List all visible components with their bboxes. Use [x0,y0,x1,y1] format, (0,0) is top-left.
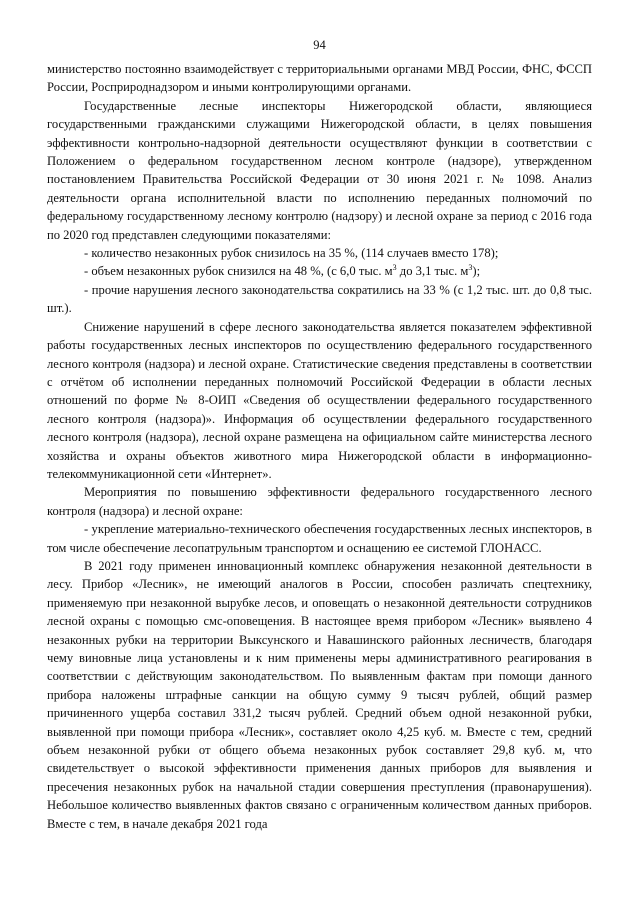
paragraph-continuation: министерство постоянно взаимодействует с территориальными органами МВД России, ФНС, ФССП России, Росприроднадзором и иными контролирующими органами. [47,62,592,95]
paragraph-measures: Мероприятия по повышению эффективности федерального государственного лесного контроля (надзора) и лесной охране: [47,485,592,518]
superscript-cubic: 3 [468,263,473,273]
bullet-volume-text-c: ); [472,264,481,279]
paragraph-lesnik-device: В 2021 году применен инновационный комплекс обнаружения незаконной деятельности в лесу. Прибор «Лесник», не имеющий аналогов в России, способен различать спецтехнику, применяемую при незаконной вырубке лесов, и оповещать о незаконной деятельности сотрудников лесной охраны с помощью смс-оповещения. В настоящее время прибором «Лесник» выявлено 4 незаконных рубки на территории Выксунского и Навашинского районных лесничеств, благодаря чему виновные лица установлены и к ним применены меры административного реагирования в соответствии с действующим законодательством. По выявленным фактам при помощи данного прибора наложены штрафные санкции на общую сумму 9 тысяч рублей, общий размер причиненного ущерба составил 331,2 тысяч рублей. Средний объем одной незаконной рубки, выявленной при помощи прибора «Лесник», составляет около 4,25 куб. м. Вместе с тем, средний объем незаконной рубки от общего объема незаконных рубок составляет 29,8 куб. м, что свидетельствует о высокой эффективности применения данных приборов для выявления и пресечения незаконных рубок на начальной стадии совершения преступления (правонарушения). Небольшое количество выявленных фактов связано с ограниченным количеством данных приборов. Вместе с тем, в начале декабря 2021 года [47,558,592,831]
superscript-cubic: 3 [392,263,397,273]
bullet-material-support: - укрепление материально-технического обеспечения государственных лесных инспекторов, в том числе обеспечение лесопатрульным транспортом и оснащению ее системой ГЛОНАСС. [47,522,592,555]
paragraph-violations-reduction: Снижение нарушений в сфере лесного законодательства является показателем эффективной работы государственных лесных инспекторов по осуществлению федерального государственного лесного контроля (надзора) и лесной охране. Статистические сведения представлены в соответствии с отчётом об исполнении переданных полномочий Российской Федерации в области лесных отношений по форме № 8-ОИП «Сведения об осуществлении федерального государственного лесного контроля (надзора)». Информация об осуществлении федерального государственного лесного контроля (надзора), лесной охране размещена на официальном сайте министерства лесного хозяйства и охраны объектов животного мира Нижегородской области в информационно-телекоммуникационной сети «Интернет». [47,319,592,481]
page-number: 94 [313,38,326,52]
bullet-volume-text-a: - объем незаконных рубок снизился на 48 %, (с 6,0 тыс. м [84,264,393,279]
bullet-volume-text-b: до 3,1 тыс. м [396,264,469,279]
paragraph-inspectors: Государственные лесные инспекторы Нижегородской области, являющиеся государственными гражданскими служащими Нижегородской области, в целях повышения эффективности контрольно-надзорной деятельности осуществляют функции в соответствии с Положением о федеральном государственном лесном контроле (надзоре), утвержденном постановлением Правительства Российской Федерации от 30 июня 2021 г. № 1098. Анализ деятельности органа исполнительной власти по исполнению переданных полномочий по федеральному государственному лесному контролю (надзору) и лесной охране за период с 2016 года по 2020 год представлен следующими показателями: [47,98,592,242]
page-body [47,60,592,833]
bullet-illegal-logging-volume [47,262,592,280]
bullet-other-violations: - прочие нарушения лесного законодательства сократились на 33 % (с 1,2 тыс. шт. до 0,8 тыс. шт.). [47,282,592,316]
bullet-illegal-logging-count: - количество незаконных рубок снизилось на 35 %, (114 случаев вместо 178); [84,246,499,261]
